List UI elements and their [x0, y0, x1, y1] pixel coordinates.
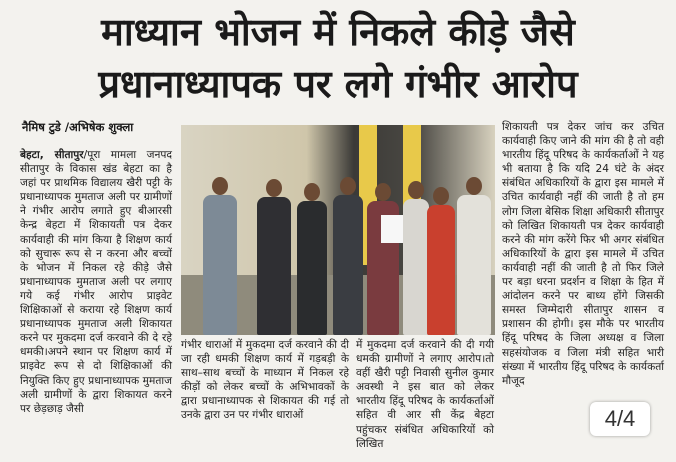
photo-person-head	[304, 183, 320, 201]
headline-line-2: प्रधानाध्यापक पर लगे गंभीर आरोप	[98, 62, 578, 106]
byline: नैमिष टुडे /अभिषेक शुक्ला	[22, 120, 134, 134]
photo-person-head	[466, 177, 482, 195]
photo-person-head	[340, 177, 356, 195]
photo-complaint-letter	[381, 215, 403, 243]
photo-person-head	[212, 177, 228, 195]
photo-person-head	[433, 187, 449, 205]
article-column-3: में मुकदमा दर्ज करवाने की दी गयी धमकी ग्रामीणों ने लगाए आरोप।तो वहीं खैरी पट्टी निवासी सुनील कुमार अवस्थी ने इस बात को लेकर भारतीय हिंदू परिषद के कार्यकर्ताओं सहित वी आर सी केंद्र बेहटा पहुंचकर संबंधित अधिकारियों को लिखित	[356, 339, 494, 450]
photo-person-head	[408, 181, 424, 199]
photo-person	[403, 199, 429, 335]
headline-line-1: माध्यान भोजन में निकले कीड़े जैसे	[101, 10, 575, 54]
photo-person	[427, 205, 455, 335]
article-column-2: गंभीर धाराओं में मुकदमा दर्ज करवाने की दी जा रही धमकी शिक्षण कार्य में गड़बड़ी के साथ–साथ बच्चों के माध्यान में निकल रहे कीड़ों को लेकर बच्चों के अभिभावकों के द्वारा प्रधानाध्यापक से शिकायत की गई तो उनके द्वारा उन पर गंभीर धाराओं	[181, 339, 349, 422]
article-column-1	[20, 148, 172, 416]
dateline: बेहटा, सीतापुर	[20, 149, 84, 161]
photo-person	[333, 195, 363, 335]
photo-person-head	[375, 183, 391, 201]
column-1-text: /पूरा मामला जनपद सीतापुर के विकास खंड बेहटा का है जहां पर प्राथमिक विद्यालय खैरी पट्टी के प्रधानाध्यापक मुमताज अली पर ग्रामीणों ने गंभीर आरोप लगाते हुए बीआरसी केन्द्र बेहटा में शिकायती पत्र देकर कार्यवाही की मांग किया है शिक्षण कार्य को सुचारू रूप से न करना और बच्चों के भोजन में निकल रहे कीड़े जैसे प्रधानाध्यापक मुमताज अली पर लगाए गये कई गंभीर आरोप प्राइवेट शिक्षिकाओं से कराया रहे शिक्षण कार्य प्रधानाध्यापक मुमताज अली शिकायत करने पर मुकदमा दर्ज करवाने की दे रहे धमकी।अपने स्थान पर शिक्षण कार्य में प्राइवेट रूप से दो शिक्षिकाओं की नियुक्ति किए हुए प्रधानाध्यापक मुमताज अली ग्रामीणों के द्वारा शिकायत करने पर छेड़छाड़ जैसी	[20, 149, 173, 415]
article-column-4: शिकायती पत्र देकर जांच कर उचित कार्यवाही किए जाने की मांग की है तो वही भारतीय हिंदू परिषद के कार्यकर्ताओं ने यह भी बताया है कि यदि 24 घंटे के अंदर संबंधित अधिकारियों के द्वारा इस मामले में उचित कार्यवाही नहीं की जाती है तो हम लोग जिला बेसिक शिक्षा अधिकारी सीतापुर को लिखित शिकायती पत्र देकर कार्यवाही करने की मांग करेंगे फिर भी अगर संबंधित अधिकारियों के द्वारा इस मामले में उचित कार्यवाही नहीं की जाती है तो फिर जिले पर बड़ा धरना प्रदर्शन व शिक्षा के हित में आंदोलन करने पर बाध्य होंगे जिसकी समस्त जिम्मेदारी सीतापुर शासन व प्रशासन की होगी। इस मौके पर भारतीय हिंदू परिषद के जिला अध्यक्ष व जिला सहसंयोजक व जिला मंत्री सहित भारी संख्या में भारतीय हिंदू परिषद के कार्यकर्ता मौजूद	[502, 121, 664, 387]
photo-person	[297, 201, 327, 335]
news-photo	[181, 125, 495, 335]
photo-person-head	[266, 179, 282, 197]
photo-person	[203, 195, 237, 335]
photo-person	[257, 197, 291, 335]
photo-person	[457, 195, 491, 335]
page-indicator[interactable]: 4/4	[590, 402, 650, 436]
